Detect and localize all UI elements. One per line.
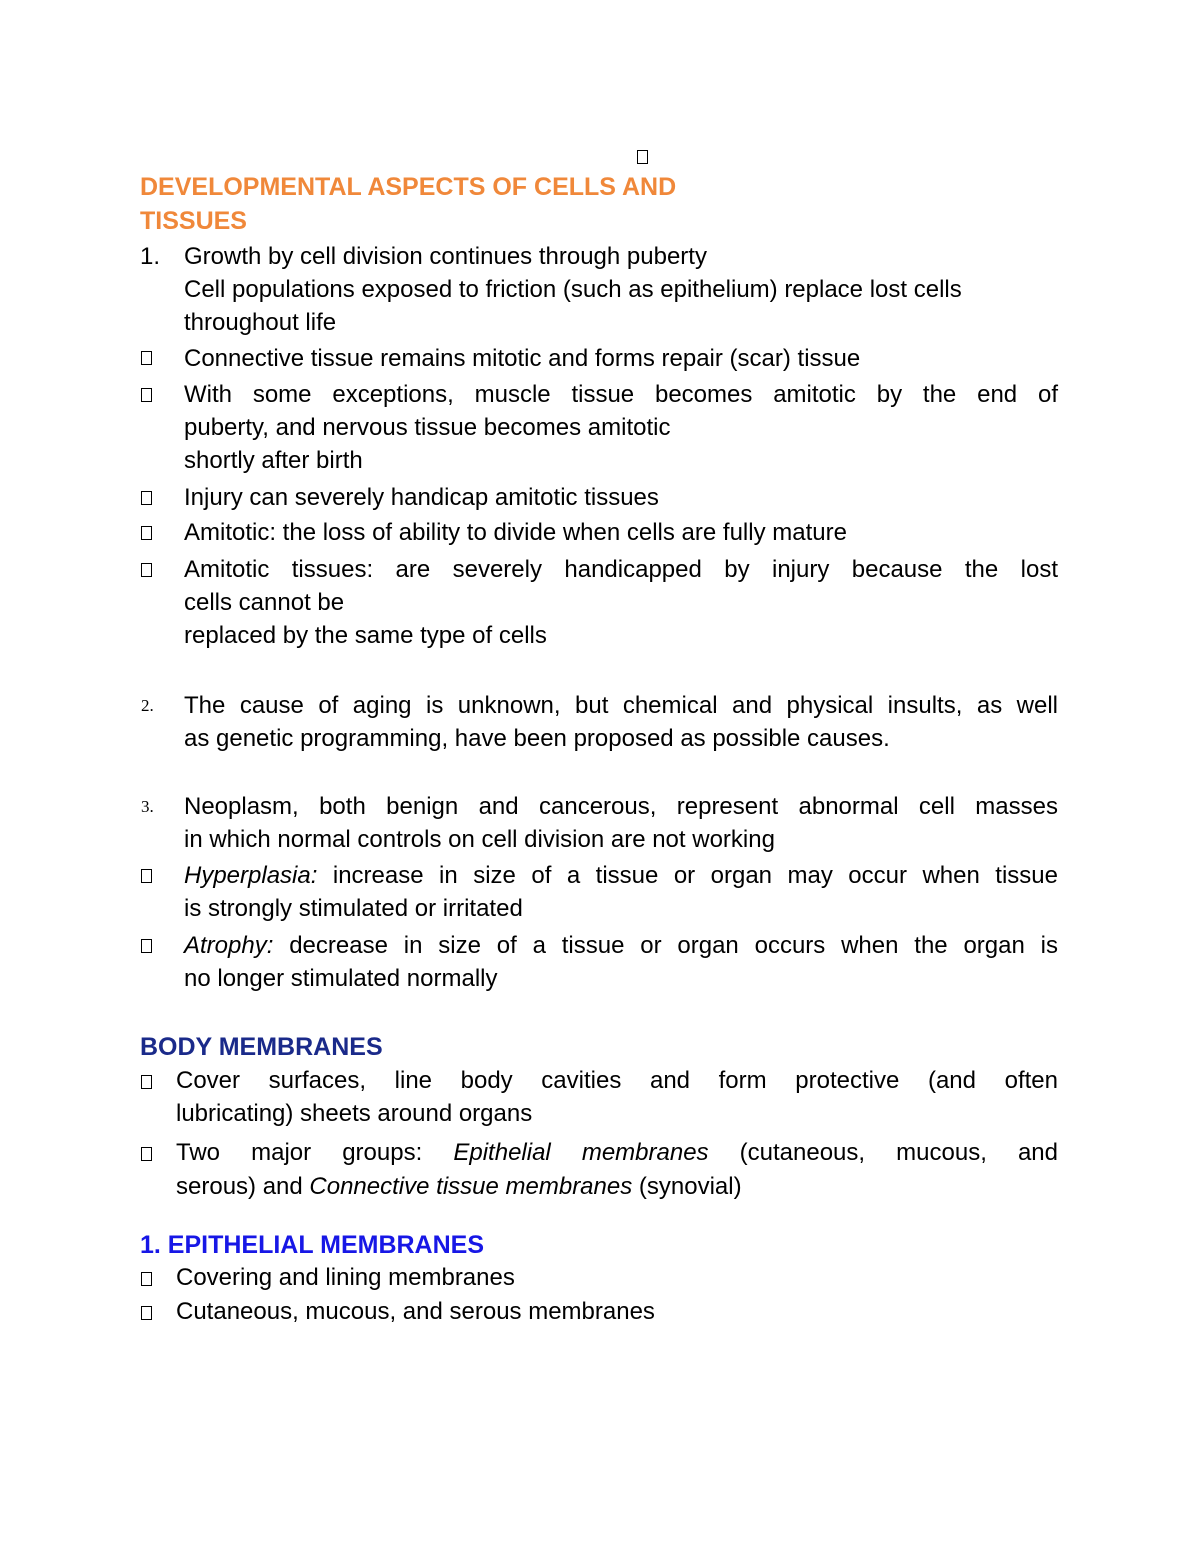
- term-hyperplasia: Hyperplasia:: [184, 862, 318, 889]
- box-icon: [141, 1306, 152, 1320]
- section-title-epithelial-membranes: 1. EPITHELIAL MEMBRANES: [140, 1231, 485, 1259]
- box-icon: [141, 491, 152, 505]
- bullet-cover-surfaces-line1: Cover surfaces, line body cavities and form protective (and often: [176, 1067, 1058, 1094]
- bullet-cover-surfaces-line2: lubricating) sheets around organs: [176, 1100, 533, 1127]
- bullet-hyperplasia-line1: Hyperplasia: increase in size of a tissue or organ may occur when tissue: [184, 862, 1058, 889]
- box-icon: [141, 526, 152, 540]
- bullet-two-groups-line2: serous) and Connective tissue membranes (synovial): [176, 1173, 742, 1200]
- box-icon: [141, 939, 152, 953]
- box-icon: [141, 351, 152, 365]
- bullet-amitotic-tissues-line3: replaced by the same type of cells: [184, 622, 547, 649]
- item3-line1: Neoplasm, both benign and cancerous, represent abnormal cell masses: [184, 793, 1058, 820]
- section-title-body-membranes: BODY MEMBRANES: [140, 1033, 383, 1061]
- bullet-atrophy-line1: Atrophy: decrease in size of a tissue or organ occurs when the organ is: [184, 932, 1058, 959]
- bullet-exceptions-line3: shortly after birth: [184, 447, 363, 474]
- section-title-developmental: [140, 170, 676, 204]
- bullet-connective-tissue: Connective tissue remains mitotic and forms repair (scar) tissue: [184, 345, 861, 372]
- bullet-covering-lining: Covering and lining membranes: [176, 1264, 515, 1291]
- item1-line1: Growth by cell division continues through puberty: [184, 243, 707, 270]
- bullet-amitotic-tissues-line1: Amitotic tissues: are severely handicapped by injury because the lost: [184, 556, 1058, 583]
- bullet-injury: Injury can severely handicap amitotic tissues: [184, 484, 659, 511]
- term-atrophy: Atrophy:: [184, 932, 274, 959]
- item2-line2: as genetic programming, have been proposed as possible causes.: [184, 725, 890, 752]
- bullet-exceptions-line1: With some exceptions, muscle tissue becomes amitotic by the end of: [184, 381, 1058, 408]
- list-number-2: 2.: [141, 696, 154, 715]
- box-icon: [141, 1075, 152, 1089]
- list-number-3: 3.: [141, 797, 154, 816]
- box-icon: [141, 869, 152, 883]
- section-title-line1: DEVELOPMENTAL ASPECTS OF CELLS AND: [140, 173, 677, 201]
- item3-line2: in which normal controls on cell division are not working: [184, 826, 775, 853]
- bullet-exceptions-line2: puberty, and nervous tissue becomes amitotic: [184, 414, 671, 441]
- item2-line1: The cause of aging is unknown, but chemical and physical insults, as well: [184, 692, 1058, 719]
- box-icon: [141, 1272, 152, 1286]
- box-icon: [141, 388, 152, 402]
- box-icon: [637, 150, 648, 164]
- box-icon: [141, 563, 152, 577]
- bullet-amitotic-definition: Amitotic: the loss of ability to divide when cells are fully mature: [184, 519, 847, 546]
- box-icon: [141, 1147, 152, 1161]
- bullet-hyperplasia-line2: is strongly stimulated or irritated: [184, 895, 523, 922]
- list-number-1: 1.: [140, 243, 161, 270]
- bullet-amitotic-tissues-line2: cells cannot be: [184, 589, 345, 616]
- section-title-developmental-line2: TISSUES: [140, 207, 247, 235]
- item1-line2: Cell populations exposed to friction (such as epithelium) replace lost cells: [184, 276, 962, 303]
- bullet-two-groups-line1: Two major groups: Epithelial membranes (cutaneous, mucous, and: [176, 1139, 1058, 1166]
- bullet-atrophy-line2: no longer stimulated normally: [184, 965, 498, 992]
- bullet-cutaneous-mucous-serous: Cutaneous, mucous, and serous membranes: [176, 1298, 655, 1325]
- item1-line3: throughout life: [184, 309, 337, 336]
